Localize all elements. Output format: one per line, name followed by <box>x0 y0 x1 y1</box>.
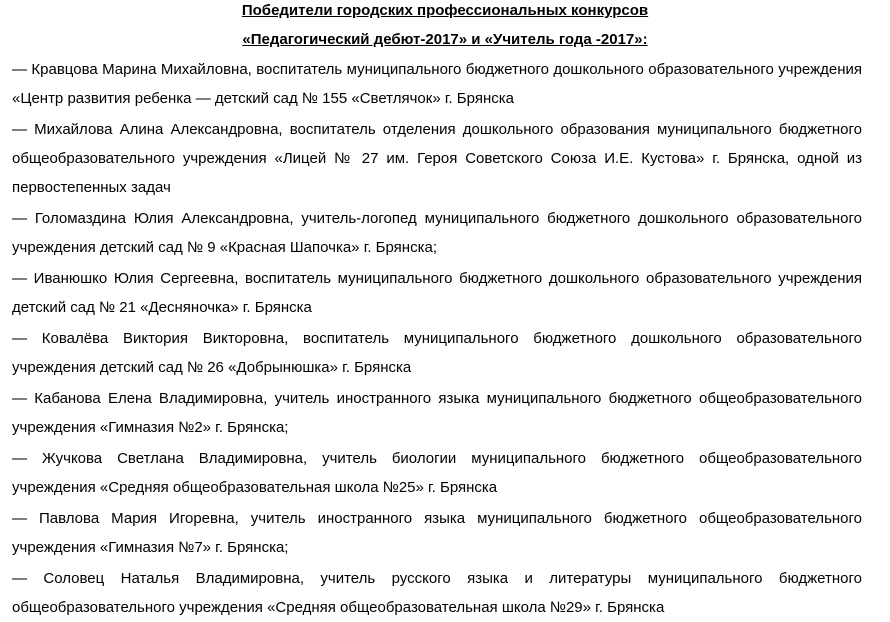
winner-entry: — Иванюшко Юлия Сергеевна, воспитатель муниципального бюджетного дошкольного образовательного учреждения детский сад № 21 «Десняночка» г. Брянска <box>12 270 862 316</box>
document-title-line-2: «Педагогический дебют-2017» и «Учитель года -2017»: <box>242 31 648 48</box>
document-title-line-1: Победители городских профессиональных конкурсов <box>241 2 649 19</box>
winner-entry: — Кабанова Елена Владимировна, учитель иностранного языка муниципального бюджетного общеобразовательного учреждения «Гимназия №2» г. Брянска; <box>12 390 862 436</box>
winners-list <box>12 55 862 622</box>
winner-entry: — Михайлова Алина Александровна, воспитатель отделения дошкольного образования муниципального бюджетного общеобразовательного учреждения «Лицей № 27 им. Героя Советского Союза И.Е. Кустова» г. Брянска, одной из первостепенных задач <box>12 121 862 196</box>
winner-entry: — Ковалёва Виктория Викторовна, воспитатель муниципального бюджетного дошкольного образовательного учреждения детский сад № 26 «Добрынюшка» г. Брянска <box>12 330 862 376</box>
winner-entry: — Павлова Мария Игоревна, учитель иностранного языка муниципального бюджетного общеобразовательного учреждения «Гимназия №7» г. Брянска; <box>12 510 862 556</box>
winner-entry: — Жучкова Светлана Владимировна, учитель биологии муниципального бюджетного общеобразовательного учреждения «Средняя общеобразовательная школа №25» г. Брянска <box>12 450 862 496</box>
winner-entry: — Соловец Наталья Владимировна, учитель русского языка и литературы муниципального бюджетного общеобразовательного учреждения «Средняя общеобразовательная школа №29» г. Брянска <box>12 570 862 616</box>
winner-entry: — Кравцова Марина Михайловна, воспитатель муниципального бюджетного дошкольного образовательного учреждения «Центр развития ребенка — детский сад № 155 «Светлячок» г. Брянска <box>12 61 862 107</box>
winner-entry: — Голомаздина Юлия Александровна, учитель-логопед муниципального бюджетного дошкольного образовательного учреждения детский сад № 9 «Красная Шапочка» г. Брянска; <box>12 210 862 256</box>
